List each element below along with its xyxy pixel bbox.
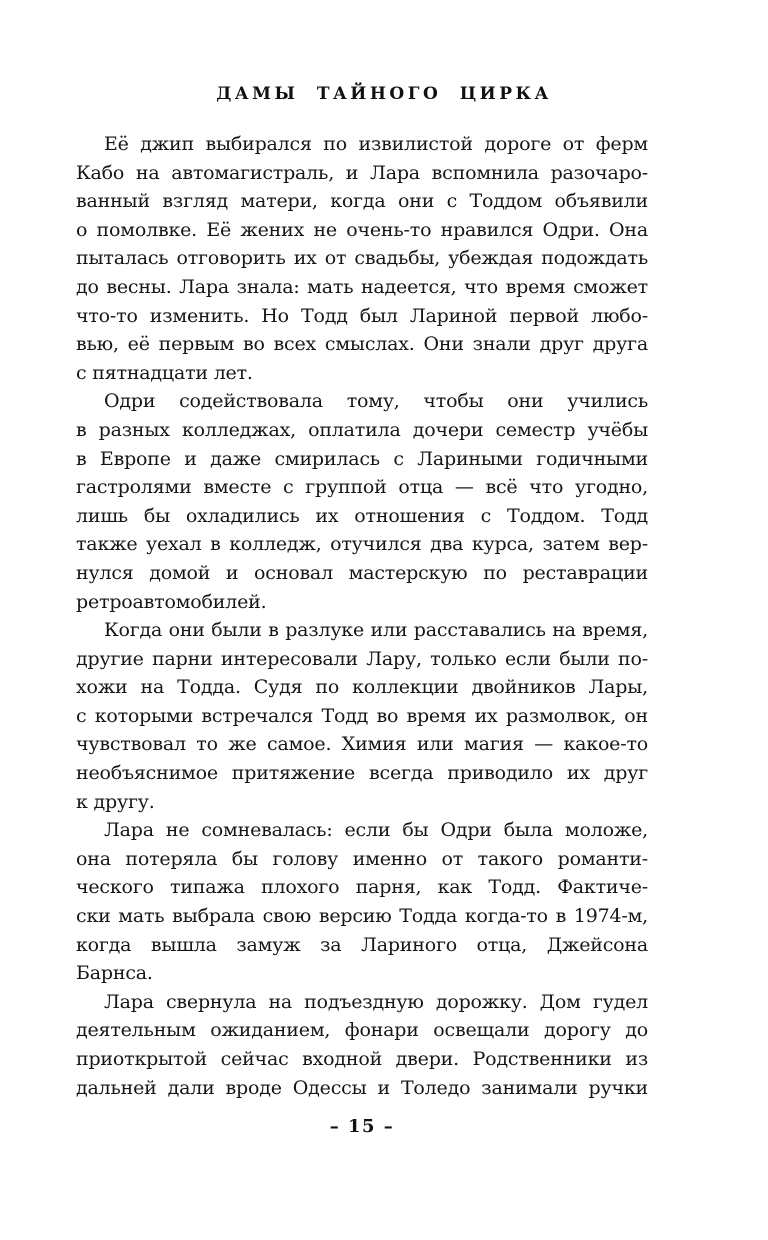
- text-line: пыталась отговорить их от свадьбы, убеждая подождать: [76, 247, 648, 270]
- text-line: Лара не сомневалась: если бы Одри была моложе,: [104, 819, 648, 842]
- text-line: хожи на Тодда. Судя по коллекции двойников Лары,: [76, 676, 648, 699]
- text-line: в Европе и даже смирилась с Лариными годичными: [76, 447, 648, 470]
- text-line: приоткрытой сейчас входной двери. Родственники из: [76, 1048, 648, 1070]
- text-line: о помолвке. Её жених не очень-то нравился Одри. Она: [76, 218, 648, 241]
- text-line: лишь бы охладились их отношения с Тоддом. Тодд: [76, 504, 648, 527]
- text-line: с которыми встречался Тодд во время их размолвок, он: [76, 704, 648, 727]
- text-line: Одри содействовала тому, чтобы они учились: [104, 390, 648, 413]
- text-line: гастролями вместе с группой отца — всё что угодно,: [76, 476, 648, 499]
- text-line: Барнса.: [76, 962, 153, 985]
- text-line: другие парни интересовали Лару, только если были по-: [76, 647, 648, 670]
- text-line: она потеряла бы голову именно от такого романти-: [76, 847, 648, 870]
- text-line: ванный взгляд матери, когда они с Тоддом объявили: [76, 190, 648, 213]
- running-header: ДАМЫ ТАЙНОГО ЦИРКА: [216, 84, 552, 104]
- text-line: необъяснимое притяжение всегда приводило их друг: [76, 762, 648, 785]
- text-line: с пятнадцати лет.: [76, 361, 253, 384]
- text-line: в разных колледжах, оплатила дочери семестр учёбы: [76, 418, 648, 441]
- text-line: чувствовал то же самое. Химия или магия — какое-то: [76, 733, 648, 756]
- text-line: Кабо на автомагистраль, и Лара вспомнила разочаро-: [76, 161, 648, 184]
- page-number: – 15 –: [329, 1116, 395, 1137]
- text-line: дальней дали вроде Одессы и Толедо занимали ручки: [76, 1076, 648, 1099]
- text-line: когда вышла замуж за Лариного отца, Джейсона: [76, 933, 648, 956]
- text-line: к другу.: [76, 790, 155, 813]
- text-line: Её джип выбирался по извилистой дороге от ферм: [104, 133, 648, 155]
- text-line: что-то изменить. Но Тодд был Лариной первой любо-: [76, 304, 648, 327]
- text-line: вью, её первым во всех смыслах. Они знали друг друга: [76, 333, 648, 356]
- text-line: Когда они были в разлуке или расставались на время,: [104, 619, 648, 642]
- text-line: Лара свернула на подъездную дорожку. Дом гудел: [104, 990, 648, 1013]
- text-line: нулся домой и основал мастерскую по реставрации: [76, 561, 648, 584]
- text-line: деятельным ожиданием, фонари освещали дорогу до: [76, 1019, 648, 1042]
- text-line: также уехал в колледж, отучился два курса, затем вер-: [76, 533, 648, 556]
- text-block: [76, 130, 648, 1102]
- text-line: ческого типажа плохого парня, как Тодд. Фактиче-: [76, 876, 648, 899]
- text-line: ски мать выбрала свою версию Тодда когда-то в 1974-м,: [76, 905, 648, 928]
- text-line: до весны. Лара знала: мать надеется, что время сможет: [76, 275, 648, 298]
- text-line: ретроавтомобилей.: [76, 590, 267, 613]
